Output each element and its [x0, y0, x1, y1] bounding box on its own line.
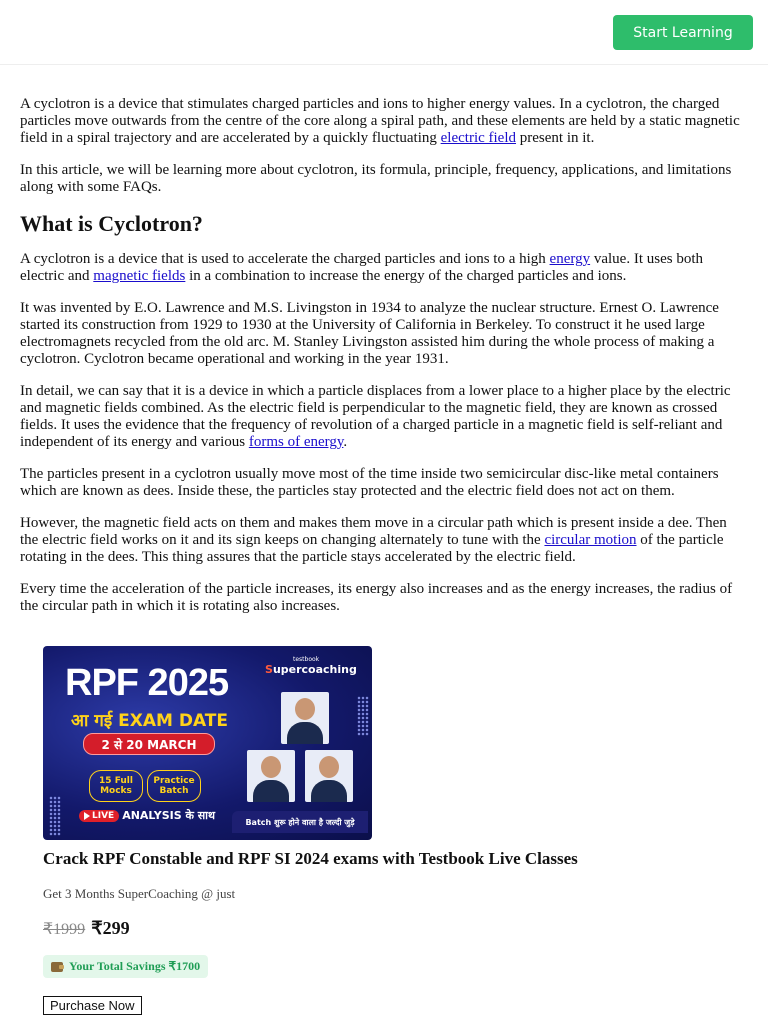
- instructor-avatar: [281, 692, 329, 744]
- circular-motion-link[interactable]: circular motion: [544, 532, 637, 548]
- course-title[interactable]: Crack RPF Constable and RPF SI 2024 exams with Testbook Live Classes: [43, 849, 578, 868]
- wallet-icon: [51, 962, 63, 972]
- intro-paragraph-1: A cyclotron is a device that stimulates charged particles and ions to higher energy values. In a cyclotron, the charged particles move outwards from the centre of the core along a spiral path, and these elements are held by a static magnetic field in a spiral trajectory and are accelerated by a quickly fluctuating electric field present in it.: [20, 96, 740, 146]
- savings-badge: Your Total Savings ₹1700: [43, 955, 208, 978]
- article-content: [20, 96, 748, 630]
- course-promo-card: [43, 646, 743, 1015]
- brand-supercoaching: Supercoaching: [265, 663, 357, 676]
- original-price: ₹1999: [43, 921, 86, 938]
- banner-live-analysis: LIVE ANALYSIS के साथ: [79, 808, 215, 823]
- top-bar: [0, 0, 768, 65]
- live-badge: LIVE: [79, 810, 119, 822]
- discounted-price: ₹299: [91, 918, 130, 938]
- forms-of-energy-link[interactable]: forms of energy: [248, 434, 344, 450]
- energy-link[interactable]: energy: [549, 251, 591, 267]
- course-subtitle: Get 3 Months SuperCoaching @ just: [43, 886, 236, 901]
- body-paragraph-5: However, the magnetic field acts on them and makes them move in a circular path which is present inside a dee. Then the electric field works on it and its sign keeps on changing alternately to tune with the circular motion of the particle rotating in the dees. This thing assures that the particle stays accelerated by the electric field.: [20, 515, 727, 565]
- body-paragraph-2: It was invented by E.O. Lawrence and M.S. Livingston in 1934 to analyze the nuclear structure. Ernest O. Lawrence started its construction from 1929 to 1930 at the University of California in Berkeley. To construct it he used large electromagnets recycled from the old arc. M. Stanley Livingston assisted him during the whole process of making a cyclotron. Cyclotron became operational and working in the year 1931.: [20, 300, 719, 367]
- body-paragraph-1: A cyclotron is a device that is used to accelerate the charged particles and ions to a high energy value. It uses both electric and magnetic fields in a combination to increase the energy of the charged particles and ions.: [20, 251, 703, 284]
- banner-title: RPF 2025: [65, 662, 229, 704]
- magnetic-fields-link[interactable]: magnetic fields: [93, 268, 186, 284]
- banner-batch-notice: Batch शुरू होने वाला है जल्दी जुड़े: [232, 811, 368, 833]
- body-paragraph-3: In detail, we can say that it is a device in which a particle displaces from a lower place to a higher place by the electric and magnetic fields combined. As the electric field is perpendicular to the magnetic field, they are known as crossed fields. It uses the evidence that the frequency of revolution of a charged particle in a magnetic field is self-reliant and independent of its energy and various forms of energy.: [20, 383, 731, 450]
- brand-testbook: testbook: [293, 656, 320, 663]
- purchase-now-button[interactable]: Purchase Now: [43, 996, 142, 1015]
- intro-paragraph-2: In this article, we will be learning more about cyclotron, its formula, principle, frequency, applications, and limitations along with some FAQs.: [20, 162, 732, 195]
- electric-field-link[interactable]: electric field: [440, 130, 517, 146]
- decorative-dots: [357, 696, 369, 736]
- decorative-dots: [49, 796, 61, 836]
- banner-practice-pill: Practice Batch: [147, 770, 201, 802]
- banner-subtitle: आ गई EXAM DATE: [71, 711, 228, 731]
- body-paragraph-4: The particles present in a cyclotron usually move most of the time inside two semicircular disc-like metal containers which are known as dees. Inside these, the particles stay protected and the electric field does not act on them.: [20, 466, 719, 499]
- section-heading: What is Cyclotron?: [20, 211, 203, 236]
- banner-mocks-pill: 15 Full Mocks: [89, 770, 143, 802]
- course-banner-image[interactable]: [43, 646, 372, 840]
- banner-dates: 2 से 20 MARCH: [83, 733, 215, 755]
- body-paragraph-6: Every time the acceleration of the particle increases, its energy also increases and as the energy increases, the radius of the circular path in which it is rotating also increases.: [20, 581, 733, 614]
- price-row: [43, 918, 743, 939]
- play-icon: [84, 812, 90, 820]
- instructor-avatar: [305, 750, 353, 802]
- instructor-avatar: [247, 750, 295, 802]
- start-learning-button[interactable]: Start Learning: [613, 15, 753, 50]
